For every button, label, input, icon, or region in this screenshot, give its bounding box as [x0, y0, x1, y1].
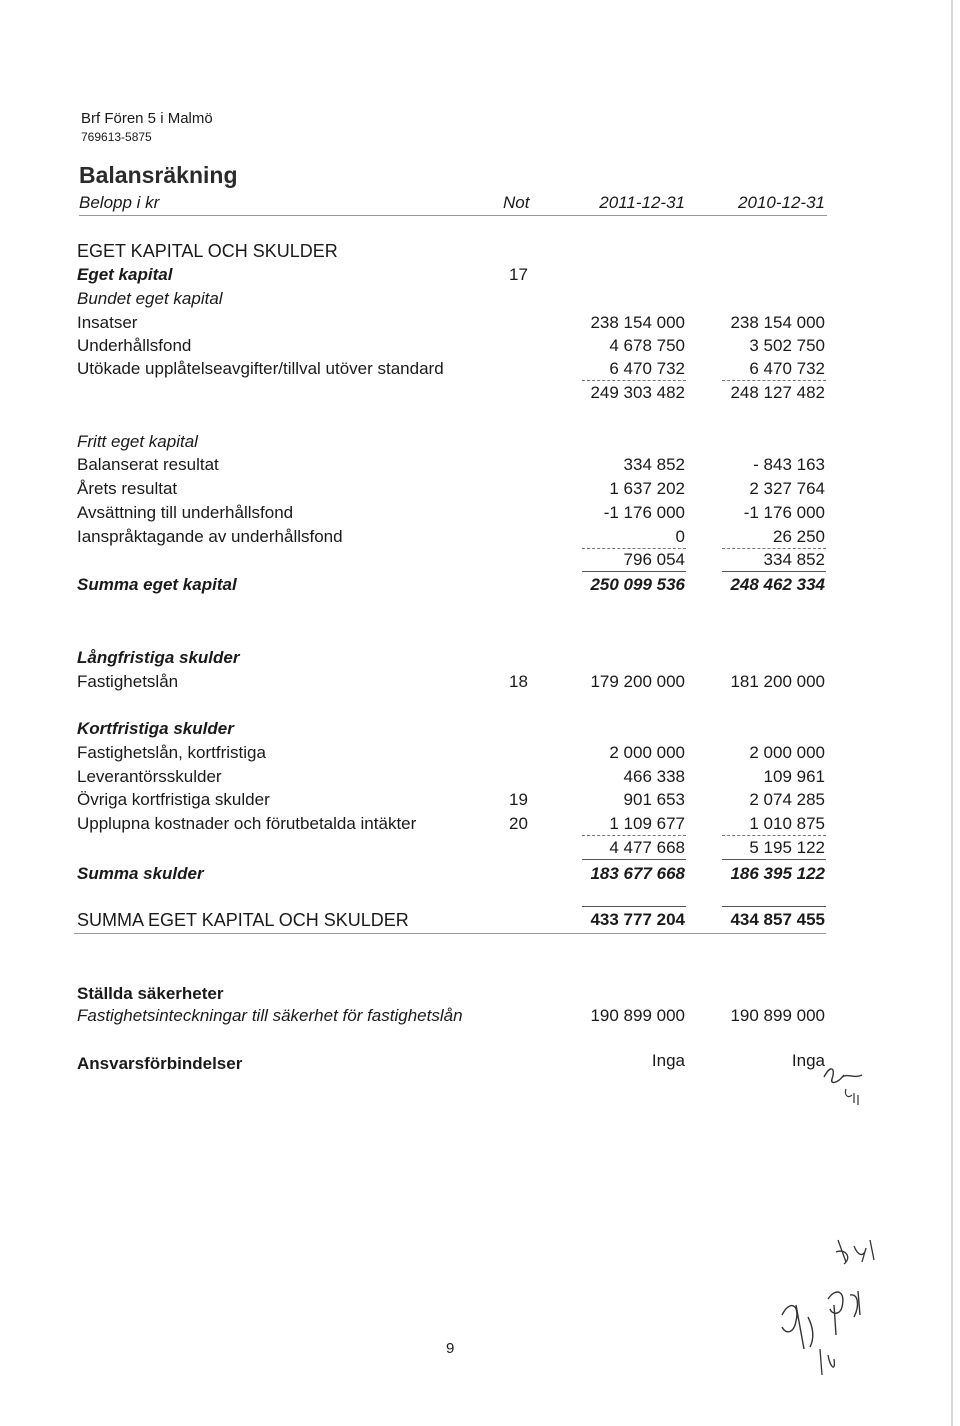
- row-label: Upplupna kostnader och förutbetalda intäkter: [77, 814, 417, 833]
- subtotal-rule: [582, 835, 686, 836]
- row-label: Fastighetslån, kortfristiga: [77, 743, 266, 762]
- value-2011: 179 200 000: [590, 672, 685, 691]
- row-label: Utökade upplåtelseavgifter/tillval utöver standard: [77, 359, 444, 378]
- summa-eget-kapital-2010: 248 462 334: [730, 575, 825, 594]
- sum-rule: [722, 859, 826, 860]
- value-2010: - 843 163: [753, 455, 825, 474]
- kortfristiga-heading: Kortfristiga skulder: [77, 719, 234, 738]
- ansvar-heading: Ansvarsförbindelser: [77, 1054, 243, 1073]
- sum-rule: [582, 571, 686, 572]
- value-2011: 1 637 202: [609, 479, 685, 498]
- subtotal-rule: [722, 835, 826, 836]
- handwritten-initials-signature: [770, 1275, 880, 1385]
- sum-rule: [582, 859, 686, 860]
- handwritten-initials-signature: [832, 1232, 882, 1272]
- ansvar-2010: Inga: [791, 1051, 825, 1070]
- summa-total-label: SUMMA EGET KAPITAL OCH SKULDER: [77, 910, 409, 930]
- subtotal-rule: [722, 380, 826, 381]
- note-20: 20: [509, 814, 528, 833]
- stallda-heading: Ställda säkerheter: [77, 984, 224, 1003]
- row-label: Avsättning till underhållsfond: [77, 503, 294, 522]
- value-2011: 6 470 732: [609, 359, 685, 378]
- row-label: Insatser: [77, 313, 138, 332]
- bundet-sum-2011: 249 303 482: [590, 383, 685, 402]
- subtotal-rule: [722, 548, 826, 549]
- value-2010: 109 961: [763, 767, 825, 786]
- row-label: Årets resultat: [77, 479, 178, 498]
- note-column-header: Not: [503, 193, 530, 212]
- row-label: Leverantörsskulder: [77, 767, 222, 786]
- fritt-sum-2011: 796 054: [623, 550, 685, 569]
- value-2010: -1 176 000: [743, 503, 825, 522]
- subtotal-rule: [582, 380, 686, 381]
- row-label: Underhållsfond: [77, 336, 192, 355]
- amount-label: Belopp i kr: [79, 193, 160, 212]
- bundet-heading: Bundet eget kapital: [77, 289, 223, 308]
- org-name: Brf Fören 5 i Malmö: [81, 110, 213, 127]
- fritt-heading: Fritt eget kapital: [77, 432, 198, 451]
- total-top-rule: [722, 906, 826, 907]
- note-17: 17: [509, 265, 528, 284]
- handwritten-initials-signature: [818, 1055, 878, 1110]
- summa-skulder-2010: 186 395 122: [730, 864, 825, 883]
- page-number: 9: [446, 1340, 455, 1357]
- kortfristiga-sum-2011: 4 477 668: [609, 838, 685, 857]
- stallda-row-label: Fastighetsinteckningar till säkerhet för fastighetslån: [77, 1006, 463, 1025]
- header-rule: [79, 215, 827, 216]
- eget-kapital-heading: Eget kapital: [77, 265, 173, 284]
- value-2010: 238 154 000: [730, 313, 825, 332]
- col-2010-header: 2010-12-31: [738, 193, 825, 212]
- row-label: Ianspråktagande av underhållsfond: [77, 527, 343, 546]
- stallda-2010: 190 899 000: [730, 1006, 825, 1025]
- value-2010: 6 470 732: [749, 359, 825, 378]
- summa-skulder-label: Summa skulder: [77, 864, 204, 883]
- value-2010: 2 327 764: [749, 479, 825, 498]
- value-2010: 181 200 000: [730, 672, 825, 691]
- summa-eget-kapital-label: Summa eget kapital: [77, 575, 237, 594]
- kortfristiga-sum-2010: 5 195 122: [749, 838, 825, 857]
- page-title: Balansräkning: [79, 162, 238, 188]
- note-18: 18: [509, 672, 528, 691]
- value-2011: 238 154 000: [590, 313, 685, 332]
- row-label: Övriga kortfristiga skulder: [77, 790, 270, 809]
- col-2011-header: 2011-12-31: [599, 193, 685, 212]
- total-top-rule: [582, 906, 686, 907]
- bundet-sum-2010: 248 127 482: [730, 383, 825, 402]
- value-2011: 2 000 000: [609, 743, 685, 762]
- value-2010: 2 000 000: [749, 743, 825, 762]
- total-underline: [74, 933, 826, 934]
- value-2010: 26 250: [773, 527, 825, 546]
- value-2010: 3 502 750: [749, 336, 825, 355]
- ansvar-2011: Inga: [651, 1051, 685, 1070]
- langfristiga-heading: Långfristiga skulder: [77, 648, 240, 667]
- page-edge-shadow: [951, 0, 953, 1426]
- row-label: Fastighetslån: [77, 672, 179, 691]
- value-2011: 901 653: [623, 790, 685, 809]
- row-label: Balanserat resultat: [77, 455, 219, 474]
- subtotal-rule: [582, 548, 686, 549]
- summa-total-2010: 434 857 455: [730, 910, 825, 929]
- value-2011: 334 852: [623, 455, 685, 474]
- summa-skulder-2011: 183 677 668: [590, 864, 685, 883]
- value-2010: 1 010 875: [749, 814, 825, 833]
- summa-eget-kapital-2011: 250 099 536: [590, 575, 685, 594]
- value-2011: -1 176 000: [603, 503, 685, 522]
- sum-rule: [722, 571, 826, 572]
- value-2010: 2 074 285: [749, 790, 825, 809]
- summa-total-2011: 433 777 204: [590, 910, 685, 929]
- section-heading-main: EGET KAPITAL OCH SKULDER: [77, 241, 338, 261]
- value-2011: 1 109 677: [609, 814, 685, 833]
- stallda-2011: 190 899 000: [590, 1006, 685, 1025]
- value-2011: 0: [675, 527, 685, 546]
- org-number: 769613-5875: [81, 130, 152, 144]
- value-2011: 4 678 750: [609, 336, 685, 355]
- note-19: 19: [509, 790, 528, 809]
- value-2011: 466 338: [623, 767, 685, 786]
- fritt-sum-2010: 334 852: [763, 550, 825, 569]
